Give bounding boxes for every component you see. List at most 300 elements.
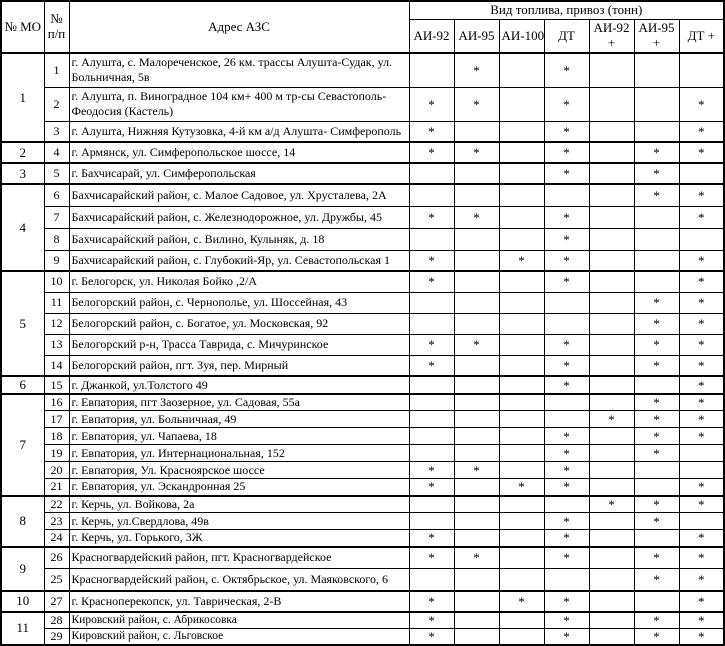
fuel-empty-cell xyxy=(589,206,634,228)
fuel-mark-cell: * xyxy=(544,163,589,184)
fuel-mark-cell: * xyxy=(679,184,724,206)
fuel-empty-cell xyxy=(544,496,589,513)
fuel-mark-cell: * xyxy=(679,313,724,334)
fuel-empty-cell xyxy=(499,53,544,87)
row-number-cell: 6 xyxy=(44,184,69,206)
station-address-cell: г. Алушта, п. Виноградное 104 км+ 400 м тр-сы Севастополь-Феодосия (Кастель) xyxy=(69,87,409,121)
fuel-mark-cell: * xyxy=(589,496,634,513)
fuel-empty-cell xyxy=(454,530,499,547)
row-number-cell: 22 xyxy=(44,496,69,513)
station-address-cell: г. Евпатория, ул. Чапаева, 18 xyxy=(69,428,409,445)
fuel-empty-cell xyxy=(634,250,679,271)
fuel-mark-cell: * xyxy=(634,184,679,206)
mo-number-cell: 7 xyxy=(1,394,44,496)
station-address-cell: г. Евпатория, ул. Эскандронная 25 xyxy=(69,479,409,496)
fuel-mark-cell: * xyxy=(454,87,499,121)
table-row xyxy=(1,250,724,271)
fuel-mark-cell: * xyxy=(454,142,499,163)
fuel-empty-cell xyxy=(589,334,634,355)
fuel-mark-cell: * xyxy=(409,121,454,142)
fuel-empty-cell xyxy=(634,376,679,394)
fuel-mark-cell: * xyxy=(499,591,544,612)
fuel-mark-cell: * xyxy=(679,591,724,612)
fuel-empty-cell xyxy=(409,445,454,462)
fuel-mark-cell: * xyxy=(589,411,634,428)
fuel-mark-cell: * xyxy=(409,462,454,479)
table-row xyxy=(1,569,724,591)
table-row xyxy=(1,142,724,163)
fuel-mark-cell: * xyxy=(409,206,454,228)
fuel-empty-cell xyxy=(589,479,634,496)
table-row xyxy=(1,479,724,496)
fuel-mark-cell: * xyxy=(454,462,499,479)
header-address: Адрес АЗС xyxy=(69,1,409,53)
fuel-mark-cell: * xyxy=(409,479,454,496)
fuel-mark-cell: * xyxy=(454,206,499,228)
fuel-empty-cell xyxy=(499,206,544,228)
fuel-empty-cell xyxy=(499,313,544,334)
fuel-mark-cell: * xyxy=(409,355,454,376)
mo-number-cell: 9 xyxy=(1,547,44,591)
table-row xyxy=(1,87,724,121)
table-body xyxy=(1,53,724,645)
fuel-empty-cell xyxy=(409,394,454,411)
row-number-cell: 29 xyxy=(44,628,69,645)
fuel-empty-cell xyxy=(634,271,679,292)
row-number-cell: 13 xyxy=(44,334,69,355)
header-fuel-ai92p: АИ-92 + xyxy=(589,20,634,53)
fuel-mark-cell: * xyxy=(679,411,724,428)
fuel-empty-cell xyxy=(679,228,724,250)
fuel-empty-cell xyxy=(544,184,589,206)
header-num: № п/п xyxy=(44,1,69,53)
fuel-empty-cell xyxy=(409,411,454,428)
station-address-cell: Бахчисарайский район, с. Глубокий-Яр, ул. Севастопольская 1 xyxy=(69,250,409,271)
fuel-empty-cell xyxy=(454,428,499,445)
fuel-mark-cell: * xyxy=(634,612,679,629)
fuel-empty-cell xyxy=(544,411,589,428)
fuel-empty-cell xyxy=(589,163,634,184)
station-address-cell: Кировский район, с. Льговское xyxy=(69,628,409,645)
fuel-empty-cell xyxy=(499,445,544,462)
fuel-mark-cell: * xyxy=(679,569,724,591)
mo-number-cell: 3 xyxy=(1,163,44,184)
fuel-empty-cell xyxy=(499,184,544,206)
fuel-mark-cell: * xyxy=(409,271,454,292)
station-address-cell: г. Красноперекопск, ул. Таврическая, 2-В xyxy=(69,591,409,612)
mo-number-cell: 6 xyxy=(1,376,44,394)
fuel-empty-cell xyxy=(589,376,634,394)
fuel-mark-cell: * xyxy=(634,292,679,313)
fuel-mark-cell: * xyxy=(409,87,454,121)
fuel-empty-cell xyxy=(544,394,589,411)
fuel-empty-cell xyxy=(499,569,544,591)
fuel-empty-cell xyxy=(589,445,634,462)
fuel-empty-cell xyxy=(589,513,634,530)
fuel-mark-cell: * xyxy=(679,250,724,271)
fuel-empty-cell xyxy=(589,121,634,142)
fuel-mark-cell: * xyxy=(679,271,724,292)
station-address-cell: г. Бахчисарай, ул. Симферопольская xyxy=(69,163,409,184)
row-number-cell: 3 xyxy=(44,121,69,142)
fuel-empty-cell xyxy=(454,121,499,142)
fuel-mark-cell: * xyxy=(454,334,499,355)
fuel-mark-cell: * xyxy=(499,250,544,271)
table-row xyxy=(1,206,724,228)
station-address-cell: г. Джанкой, ул.Толстого 49 xyxy=(69,376,409,394)
fuel-empty-cell xyxy=(499,228,544,250)
fuel-empty-cell xyxy=(454,313,499,334)
fuel-empty-cell xyxy=(589,355,634,376)
fuel-empty-cell xyxy=(544,292,589,313)
fuel-empty-cell xyxy=(499,334,544,355)
fuel-empty-cell xyxy=(589,271,634,292)
fuel-mark-cell: * xyxy=(679,394,724,411)
row-number-cell: 17 xyxy=(44,411,69,428)
fuel-mark-cell: * xyxy=(544,376,589,394)
fuel-empty-cell xyxy=(499,163,544,184)
fuel-mark-cell: * xyxy=(679,376,724,394)
fuel-mark-cell: * xyxy=(409,591,454,612)
station-address-cell: Красногвардейский район, пгт. Красногвардейское xyxy=(69,547,409,569)
fuel-empty-cell xyxy=(454,184,499,206)
station-address-cell: г. Евпатория, ул. Больничная, 49 xyxy=(69,411,409,428)
fuel-empty-cell xyxy=(589,250,634,271)
fuel-empty-cell xyxy=(679,513,724,530)
table-row xyxy=(1,411,724,428)
row-number-cell: 15 xyxy=(44,376,69,394)
fuel-mark-cell: * xyxy=(634,496,679,513)
fuel-empty-cell xyxy=(589,228,634,250)
fuel-empty-cell xyxy=(544,569,589,591)
fuel-mark-cell: * xyxy=(409,628,454,645)
fuel-empty-cell xyxy=(634,87,679,121)
row-number-cell: 23 xyxy=(44,513,69,530)
table-row xyxy=(1,591,724,612)
fuel-empty-cell xyxy=(409,53,454,87)
fuel-mark-cell: * xyxy=(679,87,724,121)
station-address-cell: Белогорский район, пгт. Зуя, пер. Мирный xyxy=(69,355,409,376)
fuel-empty-cell xyxy=(454,591,499,612)
station-address-cell: г. Армянск, ул. Симферопольское шоссе, 14 xyxy=(69,142,409,163)
fuel-mark-cell: * xyxy=(679,612,724,629)
row-number-cell: 10 xyxy=(44,271,69,292)
table-row xyxy=(1,628,724,645)
fuel-empty-cell xyxy=(409,163,454,184)
header-fuel-dt: ДТ xyxy=(544,20,589,53)
fuel-mark-cell: * xyxy=(544,53,589,87)
table-row xyxy=(1,445,724,462)
row-number-cell: 21 xyxy=(44,479,69,496)
fuel-empty-cell xyxy=(409,228,454,250)
fuel-empty-cell xyxy=(454,394,499,411)
table-row xyxy=(1,271,724,292)
fuel-empty-cell xyxy=(499,355,544,376)
row-number-cell: 11 xyxy=(44,292,69,313)
fuel-mark-cell: * xyxy=(634,355,679,376)
fuel-empty-cell xyxy=(634,206,679,228)
row-number-cell: 25 xyxy=(44,569,69,591)
fuel-mark-cell: * xyxy=(679,292,724,313)
fuel-mark-cell: * xyxy=(544,530,589,547)
fuel-mark-cell: * xyxy=(544,445,589,462)
fuel-empty-cell xyxy=(634,591,679,612)
mo-number-cell: 2 xyxy=(1,142,44,163)
fuel-empty-cell xyxy=(634,121,679,142)
table-row xyxy=(1,394,724,411)
header-fuel-ai95p: АИ-95 + xyxy=(634,20,679,53)
fuel-mark-cell: * xyxy=(544,462,589,479)
fuel-empty-cell xyxy=(679,445,724,462)
fuel-empty-cell xyxy=(454,496,499,513)
fuel-empty-cell xyxy=(679,163,724,184)
station-address-cell: г. Алушта, с. Малореченское, 26 км. трассы Алушта-Судак, ул. Больничная, 5в xyxy=(69,53,409,87)
fuel-mark-cell: * xyxy=(409,547,454,569)
fuel-mark-cell: * xyxy=(544,334,589,355)
table-row xyxy=(1,462,724,479)
fuel-mark-cell: * xyxy=(409,612,454,629)
station-address-cell: Бахчисарайский район, с. Малое Садовое, ул. Хрусталева, 2А xyxy=(69,184,409,206)
fuel-mark-cell: * xyxy=(544,142,589,163)
fuel-mark-cell: * xyxy=(634,142,679,163)
fuel-empty-cell xyxy=(454,376,499,394)
row-number-cell: 7 xyxy=(44,206,69,228)
fuel-empty-cell xyxy=(499,292,544,313)
table-row xyxy=(1,513,724,530)
fuel-empty-cell xyxy=(499,547,544,569)
row-number-cell: 5 xyxy=(44,163,69,184)
fuel-mark-cell: * xyxy=(634,428,679,445)
station-address-cell: г. Евпатория, пгт Заозерное, ул. Садовая, 55а xyxy=(69,394,409,411)
station-address-cell: Бахчисарайский район, с. Железнодорожное, ул. Дружбы, 45 xyxy=(69,206,409,228)
fuel-empty-cell xyxy=(499,142,544,163)
fuel-empty-cell xyxy=(589,87,634,121)
mo-number-cell: 11 xyxy=(1,612,44,645)
fuel-empty-cell xyxy=(589,569,634,591)
fuel-mark-cell: * xyxy=(679,547,724,569)
fuel-mark-cell: * xyxy=(544,628,589,645)
mo-number-cell: 4 xyxy=(1,184,44,271)
mo-number-cell: 5 xyxy=(1,271,44,376)
station-address-cell: Красногвардейский район, с. Октябрьское, ул. Маяковского, 6 xyxy=(69,569,409,591)
fuel-mark-cell: * xyxy=(544,547,589,569)
fuel-empty-cell xyxy=(409,292,454,313)
fuel-empty-cell xyxy=(499,87,544,121)
fuel-mark-cell: * xyxy=(544,87,589,121)
header-fuel-ai100: АИ-100 xyxy=(499,20,544,53)
fuel-mark-cell: * xyxy=(634,411,679,428)
fuel-empty-cell xyxy=(409,513,454,530)
fuel-empty-cell xyxy=(454,355,499,376)
fuel-empty-cell xyxy=(589,591,634,612)
fuel-mark-cell: * xyxy=(634,445,679,462)
fuel-empty-cell xyxy=(454,163,499,184)
station-address-cell: Белогорский р-н, Трасса Таврида, с. Мичуринское xyxy=(69,334,409,355)
row-number-cell: 8 xyxy=(44,228,69,250)
row-number-cell: 20 xyxy=(44,462,69,479)
fuel-empty-cell xyxy=(499,530,544,547)
fuel-mark-cell: * xyxy=(634,163,679,184)
table-row xyxy=(1,612,724,629)
station-address-cell: г. Евпатория, ул. Интернациональная, 152 xyxy=(69,445,409,462)
fuel-mark-cell: * xyxy=(544,121,589,142)
fuel-empty-cell xyxy=(634,228,679,250)
fuel-mark-cell: * xyxy=(634,569,679,591)
table-row xyxy=(1,313,724,334)
station-address-cell: Белогорский район, с. Богатое, ул. Московская, 92 xyxy=(69,313,409,334)
fuel-mark-cell: * xyxy=(544,206,589,228)
fuel-empty-cell xyxy=(589,628,634,645)
row-number-cell: 27 xyxy=(44,591,69,612)
fuel-mark-cell: * xyxy=(679,355,724,376)
fuel-mark-cell: * xyxy=(499,479,544,496)
fuel-empty-cell xyxy=(499,376,544,394)
fuel-empty-cell xyxy=(454,513,499,530)
fuel-empty-cell xyxy=(454,411,499,428)
fuel-empty-cell xyxy=(499,496,544,513)
fuel-mark-cell: * xyxy=(634,513,679,530)
fuel-empty-cell xyxy=(589,184,634,206)
header-fuel-ai92: АИ-92 xyxy=(409,20,454,53)
mo-number-cell: 10 xyxy=(1,591,44,612)
table-row xyxy=(1,334,724,355)
fuel-empty-cell xyxy=(454,479,499,496)
fuel-mark-cell: * xyxy=(679,479,724,496)
row-number-cell: 28 xyxy=(44,612,69,629)
fuel-empty-cell xyxy=(499,411,544,428)
header-fuel-group: Вид топлива, привоз (тонн) xyxy=(409,1,724,20)
row-number-cell: 24 xyxy=(44,530,69,547)
fuel-mark-cell: * xyxy=(544,428,589,445)
fuel-empty-cell xyxy=(589,292,634,313)
station-address-cell: г. Белогорск, ул. Николая Бойко ,2/А xyxy=(69,271,409,292)
fuel-mark-cell: * xyxy=(679,530,724,547)
fuel-mark-cell: * xyxy=(679,142,724,163)
fuel-mark-cell: * xyxy=(409,530,454,547)
fuel-empty-cell xyxy=(589,313,634,334)
header-mo: № МО xyxy=(1,1,44,53)
fuel-mark-cell: * xyxy=(679,121,724,142)
fuel-mark-cell: * xyxy=(634,394,679,411)
fuel-empty-cell xyxy=(409,184,454,206)
header-fuel-ai95: АИ-95 xyxy=(454,20,499,53)
fuel-mark-cell: * xyxy=(544,355,589,376)
row-number-cell: 4 xyxy=(44,142,69,163)
fuel-empty-cell xyxy=(634,479,679,496)
table-row xyxy=(1,547,724,569)
fuel-empty-cell xyxy=(544,313,589,334)
fuel-mark-cell: * xyxy=(454,547,499,569)
fuel-empty-cell xyxy=(454,612,499,629)
fuel-mark-cell: * xyxy=(544,513,589,530)
fuel-empty-cell xyxy=(499,394,544,411)
mo-number-cell: 1 xyxy=(1,53,44,142)
fuel-mark-cell: * xyxy=(679,628,724,645)
fuel-empty-cell xyxy=(634,462,679,479)
row-number-cell: 9 xyxy=(44,250,69,271)
fuel-mark-cell: * xyxy=(409,334,454,355)
fuel-empty-cell xyxy=(454,628,499,645)
fuel-mark-cell: * xyxy=(544,591,589,612)
table-row xyxy=(1,530,724,547)
fuel-mark-cell: * xyxy=(454,53,499,87)
fuel-mark-cell: * xyxy=(544,271,589,292)
table-row xyxy=(1,163,724,184)
table-row xyxy=(1,496,724,513)
row-number-cell: 18 xyxy=(44,428,69,445)
fuel-empty-cell xyxy=(589,53,634,87)
station-address-cell: г. Керчь, ул.Свердлова, 49в xyxy=(69,513,409,530)
fuel-mark-cell: * xyxy=(544,228,589,250)
table-row xyxy=(1,376,724,394)
table-row xyxy=(1,121,724,142)
mo-number-cell: 8 xyxy=(1,496,44,547)
fuel-mark-cell: * xyxy=(634,628,679,645)
fuel-empty-cell xyxy=(499,462,544,479)
fuel-empty-cell xyxy=(499,513,544,530)
table-row xyxy=(1,428,724,445)
fuel-mark-cell: * xyxy=(409,250,454,271)
fuel-mark-cell: * xyxy=(679,428,724,445)
fuel-empty-cell xyxy=(589,547,634,569)
fuel-mark-cell: * xyxy=(409,142,454,163)
table-row xyxy=(1,184,724,206)
table-row xyxy=(1,228,724,250)
fuel-empty-cell xyxy=(679,53,724,87)
fuel-empty-cell xyxy=(634,53,679,87)
fuel-empty-cell xyxy=(454,250,499,271)
fuel-empty-cell xyxy=(409,569,454,591)
fuel-empty-cell xyxy=(454,445,499,462)
row-number-cell: 12 xyxy=(44,313,69,334)
fuel-mark-cell: * xyxy=(544,250,589,271)
station-address-cell: г. Керчь, ул. Войкова, 2а xyxy=(69,496,409,513)
fuel-empty-cell xyxy=(409,428,454,445)
row-number-cell: 14 xyxy=(44,355,69,376)
fuel-mark-cell: * xyxy=(679,496,724,513)
row-number-cell: 26 xyxy=(44,547,69,569)
fuel-mark-cell: * xyxy=(634,313,679,334)
fuel-empty-cell xyxy=(589,428,634,445)
header-fuel-dtp: ДТ + xyxy=(679,20,724,53)
fuel-empty-cell xyxy=(454,292,499,313)
fuel-empty-cell xyxy=(454,569,499,591)
fuel-empty-cell xyxy=(679,462,724,479)
station-address-cell: г. Евпатория, Ул. Красноярское шоссе xyxy=(69,462,409,479)
fuel-empty-cell xyxy=(409,496,454,513)
fuel-empty-cell xyxy=(634,530,679,547)
fuel-empty-cell xyxy=(499,121,544,142)
table-row xyxy=(1,292,724,313)
row-number-cell: 19 xyxy=(44,445,69,462)
table-row xyxy=(1,355,724,376)
fuel-mark-cell: * xyxy=(544,479,589,496)
fuel-empty-cell xyxy=(589,530,634,547)
fuel-empty-cell xyxy=(589,142,634,163)
fuel-empty-cell xyxy=(499,271,544,292)
station-address-cell: г. Алушта, Нижняя Кутузовка, 4-й км а/д Алушта- Симферополь xyxy=(69,121,409,142)
fuel-empty-cell xyxy=(454,228,499,250)
fuel-empty-cell xyxy=(589,394,634,411)
fuel-empty-cell xyxy=(589,462,634,479)
station-address-cell: Кировский район, с. Абрикосовка xyxy=(69,612,409,629)
fuel-mark-cell: * xyxy=(634,547,679,569)
fuel-empty-cell xyxy=(499,612,544,629)
fuel-empty-cell xyxy=(454,271,499,292)
fuel-mark-cell: * xyxy=(634,334,679,355)
fuel-empty-cell xyxy=(409,376,454,394)
fuel-mark-cell: * xyxy=(679,334,724,355)
